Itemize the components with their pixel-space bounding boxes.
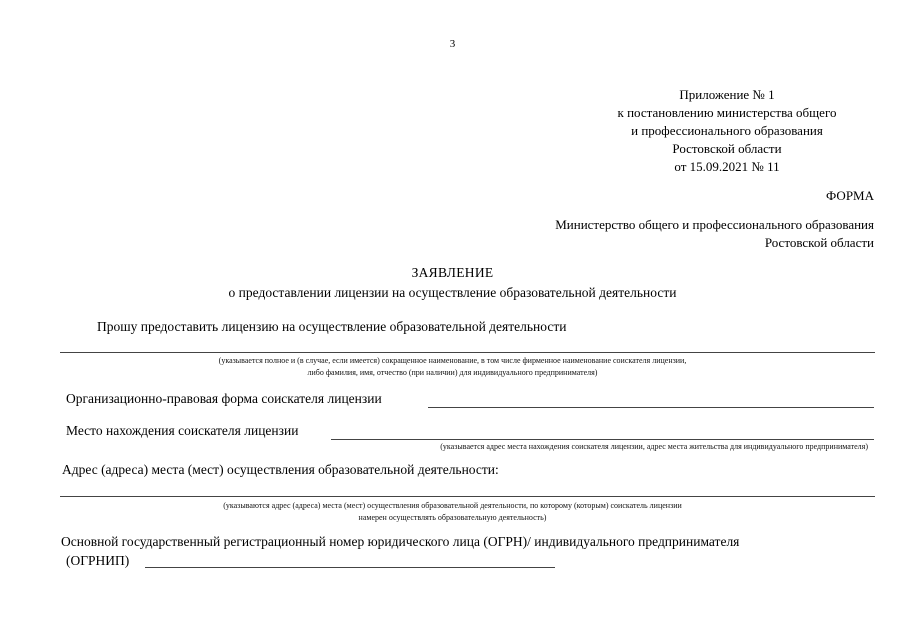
appendix-line-4: Ростовской области: [672, 141, 782, 156]
addressee-line-2: Ростовской области: [764, 235, 874, 250]
appendix-line-5: от 15.09.2021 № 11: [674, 159, 780, 174]
appendix-block: [577, 86, 877, 176]
activity-address-hint-1: (указываются адрес (адреса) места (мест) осуществления образовательной деятельности, по которому (которым) соискатель лицензии: [223, 501, 682, 510]
ogrn-label-line-1: Основной государственный регистрационный номер юридического лица (ОГРН)/ индивидуального предпринимателя: [61, 534, 740, 549]
location-label: Место нахождения соискателя лицензии: [66, 423, 299, 438]
page-number: 3: [449, 38, 456, 50]
forma-label: ФОРМА: [826, 188, 874, 203]
ogrn-field[interactable]: [145, 567, 555, 568]
applicant-name-hint-2: либо фамилия, имя, отчество (при наличии) для индивидуального предпринимателя): [307, 368, 598, 377]
applicant-name-field[interactable]: [60, 352, 875, 353]
activity-address-hint-2: намерен осуществлять образовательную деятельность): [358, 513, 547, 522]
location-field[interactable]: [331, 439, 874, 440]
activity-address-label: Адрес (адреса) места (мест) осуществления образовательной деятельности:: [62, 462, 499, 477]
org-legal-form-label: Организационно-правовая форма соискателя лицензии: [66, 391, 382, 406]
document-subtitle: о предоставлении лицензии на осуществление образовательной деятельности: [228, 285, 677, 300]
org-legal-form-field[interactable]: [428, 407, 874, 408]
appendix-line-3: и профессионального образования: [631, 123, 823, 138]
addressee-line-1: Министерство общего и профессионального образования: [555, 217, 874, 232]
applicant-name-hint-1: (указывается полное и (в случае, если имеется) сокращенное наименование, в том числе фирменное наименование соискателя лицензии,: [218, 356, 687, 365]
document-title: ЗАЯВЛЕНИЕ: [411, 265, 494, 280]
addressee-block: [555, 216, 874, 252]
appendix-line-2: к постановлению министерства общего: [617, 105, 837, 120]
location-hint: (указывается адрес места нахождения соискателя лицензии, адрес места жительства для индивидуального предпринимателя): [440, 442, 868, 451]
ogrn-label-line-2: (ОГРНИП): [66, 553, 130, 568]
appendix-line-1: Приложение № 1: [679, 87, 775, 102]
request-text: Прошу предоставить лицензию на осуществление образовательной деятельности: [97, 319, 567, 334]
activity-address-field[interactable]: [60, 496, 875, 497]
